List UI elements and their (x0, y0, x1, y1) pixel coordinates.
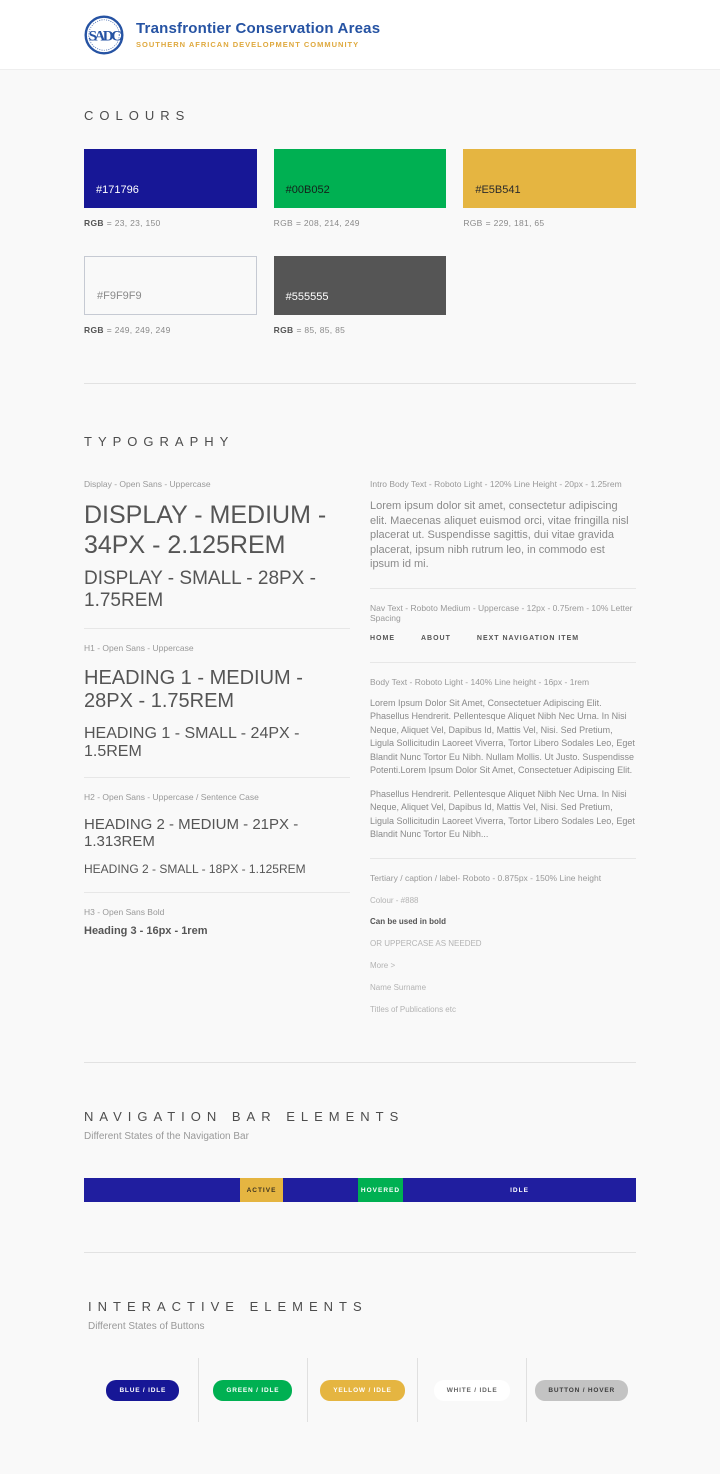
h2-spec-label: H2 - Open Sans - Uppercase / Sentence Case (84, 792, 259, 802)
colours-section (84, 108, 636, 384)
tertiary-line-colour: Colour - #888 (370, 895, 419, 905)
nav-item-about[interactable]: ABOUT (421, 634, 451, 642)
typography-left-column (84, 479, 350, 1062)
swatch-rgb: RGB = 208, 214, 249 (273, 218, 360, 228)
nav-item-next[interactable]: NEXT NAVIGATION ITEM (476, 634, 580, 642)
divider (370, 858, 636, 859)
h3-spec-label: H3 - Open Sans Bold (84, 907, 165, 917)
swatch-hex-label: #555555 (285, 291, 329, 303)
h3-sample: Heading 3 - 16px - 1rem (84, 925, 208, 937)
display-medium-sample: DISPLAY - MEDIUM - 34PX - 2.125REM (84, 501, 327, 559)
swatch-rgb: RGB = 85, 85, 85 (273, 325, 346, 335)
navbar-section-title: NAVIGATION BAR ELEMENTS (84, 1109, 405, 1125)
section-divider (84, 1252, 636, 1253)
colour-swatch-green (274, 149, 447, 208)
colour-swatch-navy (84, 149, 257, 208)
sadc-logo-icon (84, 15, 124, 55)
swatch-hex-label: #E5B541 (475, 184, 521, 196)
tertiary-line-uppercase: OR UPPERCASE AS NEEDED (370, 939, 482, 949)
swatch-cell (274, 149, 447, 228)
swatch-rgb: RGB = 23, 23, 150 (84, 218, 161, 228)
body-text-para1: Lorem Ipsum Dolor Sit Amet, Consectetuer Adipiscing Elit. Phasellus Hendrerit. Pellentesque Aliquet Nibh Nec Urna. In Nisi Neque, Aliquet Vel, Dapibus Id, Mattis Vel, Nisi. Sed Pretium, Ligula Sollicitudin Laoreet Viverra, Tortor Libero Sodales Leo, Eget Blandit Nunc Tortor Eu Nibh. Nullam Mollis. Ut Justo. Suspendisse Potenti.Lorem Ipsum Dolor Sit Amet, Consectetuer Adipiscing Elit. (370, 697, 635, 776)
h1-spec-label: H1 - Open Sans - Uppercase (84, 643, 194, 653)
swatch-cell (84, 256, 257, 335)
divider (84, 628, 350, 629)
tertiary-spec-label: Tertiary / caption / label- Roboto - 0.875px - 150% Line height (370, 872, 602, 883)
site-title: Transfrontier Conservation Areas (136, 20, 381, 37)
swatch-hex-label: #F9F9F9 (97, 290, 142, 302)
colour-swatch-light (84, 256, 257, 315)
body-text-para2: Phasellus Hendrerit. Pellentesque Aliquet Nibh Nec Urna. In Nisi Neque, Aliquet Vel, Dapibus Id, Mattis Vel, Nisi. Sed Pretium, Ligula Sollicitudin Laoreet Viverra, Tortor Libero Sodales Leo, Eget Blandit Nunc Tortor Eu Nibh... (370, 788, 635, 840)
logo-monogram: SADC (88, 28, 120, 44)
body-text-spec-label: Body Text - Roboto Light - 140% Line height - 16px - 1rem (370, 676, 590, 687)
swatch-rgb: RGB = 229, 181, 65 (463, 218, 545, 228)
swatch-row-1 (84, 149, 636, 228)
brand-block (136, 20, 380, 49)
swatch-hex-label: #171796 (96, 184, 139, 196)
page-header (0, 0, 720, 70)
nav-text-spec-label: Nav Text - Roboto Medium - Uppercase - 12px - 0.75rem - 10% Letter Spacing (370, 602, 633, 623)
buttons-section (84, 1299, 636, 1422)
tertiary-line-name: Name Surname (370, 982, 427, 992)
divider (84, 777, 350, 778)
divider (370, 662, 636, 663)
buttons-section-subtitle: Different States of Buttons (88, 1321, 205, 1333)
colours-title: COLOURS (84, 108, 191, 123)
tertiary-line-bold: Can be used in bold (370, 917, 447, 927)
intro-body-sample: Lorem ipsum dolor sit amet, consectetur adipiscing elit. Maecenas aliquet euismod orci, vitae fringilla nisl placerat ut. Suspendisse sagittis, dui vitae gravida placerat, ipsum nibh rutrum leo, in commodo est ipsum id mi. (370, 500, 629, 571)
blue-idle-button[interactable]: BLUE / IDLE (106, 1380, 179, 1401)
button-cell (417, 1358, 527, 1422)
tertiary-line-more: More > (370, 960, 396, 970)
button-cell (307, 1358, 417, 1422)
green-idle-button[interactable]: GREEN / IDLE (213, 1380, 292, 1401)
h1-small-sample: HEADING 1 - SMALL - 24PX - 1.5REM (84, 725, 300, 760)
button-states-row (88, 1358, 636, 1422)
swatch-cell (274, 256, 447, 335)
section-divider (84, 383, 636, 384)
swatch-hex-label: #00B052 (285, 184, 330, 196)
typography-section (84, 434, 636, 1063)
yellow-idle-button[interactable]: YELLOW / IDLE (320, 1380, 404, 1401)
swatch-row-2 (84, 256, 636, 335)
typography-title: TYPOGRAPHY (84, 434, 235, 449)
intro-body-spec-label: Intro Body Text - Roboto Light - 120% Line Height - 20px - 1.25rem (370, 479, 622, 489)
navbar-segment-active[interactable]: ACTIVE (240, 1178, 283, 1202)
navbar-section-subtitle: Different States of the Navigation Bar (84, 1131, 249, 1143)
navbar-segment-blank[interactable] (84, 1178, 240, 1202)
navbar-segment-hovered[interactable]: HOVERED (358, 1178, 403, 1202)
button-cell (198, 1358, 308, 1422)
h2-medium-sample: HEADING 2 - MEDIUM - 21PX - 1.313REM (84, 816, 299, 850)
buttons-section-title: INTERACTIVE ELEMENTS (88, 1299, 368, 1315)
swatch-rgb: RGB = 249, 249, 249 (84, 325, 171, 335)
divider (84, 892, 350, 893)
nav-item-home[interactable]: HOME (370, 634, 395, 642)
display-small-sample: DISPLAY - SMALL - 28PX - 1.75REM (84, 568, 316, 611)
button-cell (526, 1358, 636, 1422)
divider (370, 588, 636, 589)
white-idle-button[interactable]: WHITE / IDLE (434, 1380, 511, 1401)
typography-right-column (370, 479, 636, 1062)
swatch-cell (463, 149, 636, 228)
display-spec-label: Display - Open Sans - Uppercase (84, 479, 211, 489)
h2-small-sample: HEADING 2 - SMALL - 18PX - 1.125REM (84, 862, 306, 876)
site-subtitle: SOUTHERN AFRICAN DEVELOPMENT COMMUNITY (136, 40, 360, 49)
h1-medium-sample: HEADING 1 - MEDIUM - 28PX - 1.75REM (84, 667, 303, 712)
button-hover-button[interactable]: BUTTON / HOVER (535, 1380, 628, 1401)
navbar-demo (84, 1178, 636, 1202)
navbar-segment-idle[interactable]: IDLE (510, 1186, 529, 1194)
button-cell (88, 1358, 198, 1422)
tertiary-line-titles: Titles of Publications etc (370, 1004, 456, 1014)
colour-swatch-gray (274, 256, 447, 315)
nav-text-samples (370, 635, 636, 642)
colour-swatch-yellow (463, 149, 636, 208)
navbar-segment-blank[interactable] (283, 1178, 358, 1202)
section-divider (84, 1062, 636, 1063)
swatch-cell (84, 149, 257, 228)
navbar-section (84, 1109, 636, 1253)
